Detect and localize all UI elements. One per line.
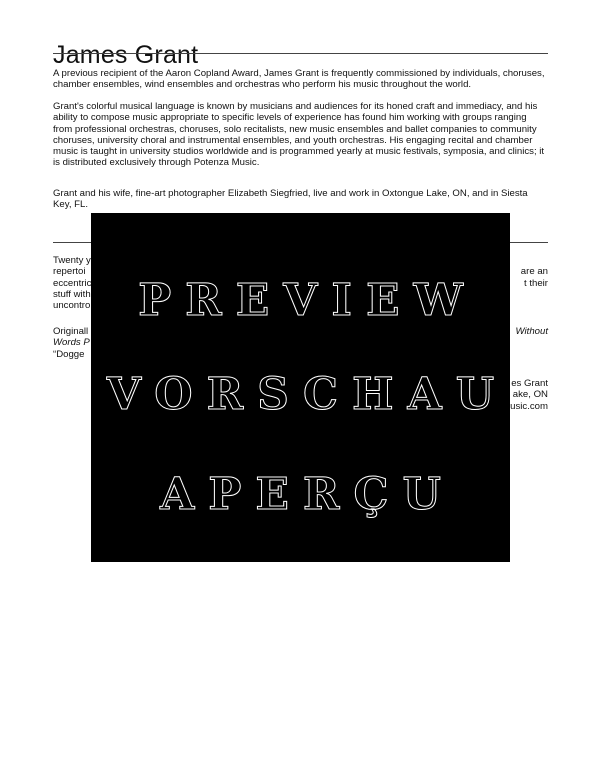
partial-line-right: are an xyxy=(520,266,548,278)
partial-line: Twenty y xyxy=(53,255,91,266)
partial-line: stuff with xyxy=(53,288,91,300)
contact-block xyxy=(510,378,548,412)
partial-line: repertoi xyxy=(53,266,86,278)
contact-line: es Grant xyxy=(511,378,548,389)
bio-paragraph-1: A previous recipient of the Aaron Copland Award, James Grant is frequently commissioned by individuals, choruses, chamber ensembles, wind ensembles and orchestras who perform his music throughout the world. xyxy=(53,68,545,91)
title-divider xyxy=(53,53,548,54)
preview-watermark-overlay xyxy=(91,213,510,562)
partial-line: uncontro xyxy=(53,300,91,312)
watermark-vorschau-text: VORSCHAU xyxy=(106,369,509,420)
contact-line: ake, ON xyxy=(512,389,548,401)
bio-paragraph-2: Grant's colorful musical language is known by musicians and audiences for its honed craft and immediacy, and his ability to compose music appropriate to specific levels of experience has found him working with groups ranging from professional orchestras, choruses, solo recitalists, new music ensembles and ballet companies to community choruses, university choral and instrumental ensembles, and youth orchestras. His engaging recital and chamber music is taught in university studios worldwide and is programmed yearly at music festivals, symposia, and clinics; it is distributed exclusively through Potenza Music. xyxy=(53,101,545,169)
partial-line-right: Without xyxy=(515,326,548,337)
partial-line-right: t their xyxy=(524,277,548,289)
partial-line: eccentric xyxy=(53,277,92,289)
partial-line: Words P xyxy=(53,337,90,349)
watermark-preview-text: PREVIEW xyxy=(138,275,477,326)
page-title: James Grant xyxy=(53,40,199,69)
bio-paragraph-3: Grant and his wife, fine-art photographer Elizabeth Siegfried, live and work in Oxtongue Lake, ON, and in Siesta Key, FL. xyxy=(53,188,528,211)
partial-line: “Dogge xyxy=(53,348,85,360)
partial-line: Originall xyxy=(53,326,89,337)
watermark-apercu-text: APERÇU xyxy=(160,469,455,520)
contact-line: usic.com xyxy=(510,400,548,412)
